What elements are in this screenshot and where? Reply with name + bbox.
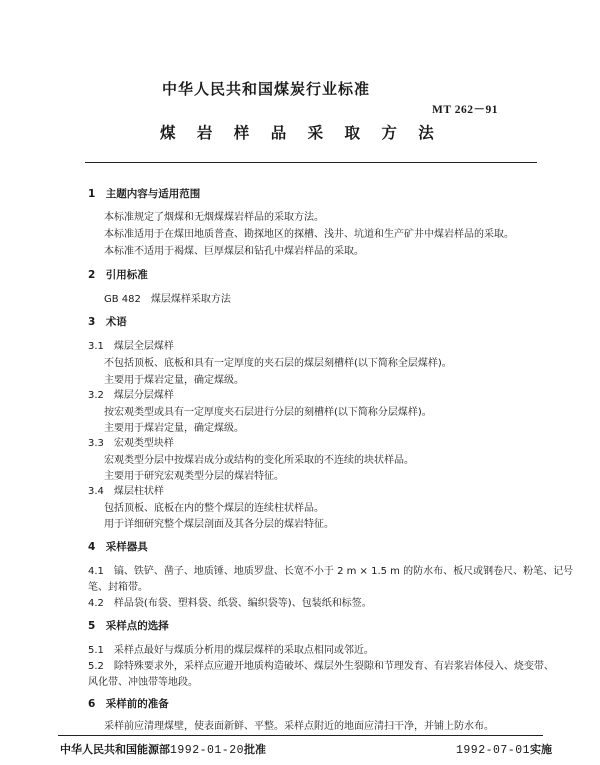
term-definition: 不包括顶板、底板和具有一定厚度的夹石层的煤层刻槽样(以下简称全层煤样)。 bbox=[104, 358, 452, 369]
section-6-heading: 6 采样前的准备 bbox=[88, 698, 169, 710]
term-definition: 宏观类型分层中按煤岩成分或结构的变化所采取的不连续的块状样品。 bbox=[104, 455, 414, 466]
term-3-1: 3.1 煤层全层煤样 bbox=[88, 341, 174, 352]
standard-number: MT 262－91 bbox=[432, 104, 498, 116]
section-3-heading: 3 术语 bbox=[88, 316, 127, 328]
issue-date: 1992-01-20 bbox=[170, 744, 245, 757]
footer-divider bbox=[58, 735, 543, 736]
section-4-heading: 4 采样器具 bbox=[88, 541, 148, 553]
section-5-heading: 5 采样点的选择 bbox=[88, 620, 169, 632]
item-5-1: 5.1 采样点最好与煤质分析用的煤层煤样的采取点相同或邻近。 bbox=[88, 645, 374, 656]
standard-category: 中华人民共和国煤炭行业标准 bbox=[162, 80, 371, 98]
section-1-heading: 1 主题内容与适用范围 bbox=[88, 188, 201, 200]
term-definition: 包括顶板、底板在内的整个煤层的连续柱状样品。 bbox=[104, 503, 324, 514]
reference-standard: GB 482 煤层煤样采取方法 bbox=[104, 294, 231, 305]
section-1-paragraph: 本标准适用于在煤田地质普查、勘探地区的探槽、浅井、坑道和生产矿井中煤岩样品的采取。 bbox=[104, 229, 514, 240]
effective-date: 1992-07-01 bbox=[456, 744, 531, 757]
item-5-2-continued: 风化带、冲蚀带等地段。 bbox=[88, 677, 198, 688]
item-4-1-continued: 笔、封箱带。 bbox=[88, 582, 148, 593]
section-1-paragraph: 本标准不适用于褐煤、巨厚煤层和钻孔中煤岩样品的采取。 bbox=[104, 246, 364, 257]
document-title: 煤 岩 样 品 采 取 方 法 bbox=[160, 124, 442, 142]
term-definition: 主要用于煤岩定量，确定煤级。 bbox=[104, 375, 244, 386]
term-3-4: 3.4 煤层柱状样 bbox=[88, 486, 164, 497]
effective-label: 实施 bbox=[530, 743, 553, 756]
term-3-3: 3.3 宏观类型块样 bbox=[88, 438, 174, 449]
term-3-2: 3.2 煤层分层煤样 bbox=[88, 390, 174, 401]
item-4-1: 4.1 镐、铁铲、凿子、地质锤、地质罗盘、长宽不小于 2 m × 1.5 m 的防水布、板尺或钢卷尺、粉笔、记号 bbox=[88, 566, 574, 577]
issue-label: 批准 bbox=[244, 743, 267, 756]
term-definition: 主要用于煤岩定量，确定煤级。 bbox=[104, 423, 244, 434]
section-6-paragraph: 采样前应清理煤壁，使表面新鲜、平整。采样点附近的地面应清扫干净，并铺上防水布。 bbox=[104, 721, 494, 732]
term-definition: 主要用于研究宏观类型分层的煤岩特征。 bbox=[104, 471, 284, 482]
header-divider bbox=[85, 162, 537, 163]
footer-effective bbox=[456, 741, 552, 757]
term-definition: 按宏观类型或具有一定厚度夹石层进行分层的刻槽样(以下简称分层煤样)。 bbox=[104, 407, 432, 418]
term-definition: 用于详细研究整个煤层剖面及其各分层的煤岩特征。 bbox=[104, 519, 334, 530]
section-1-paragraph: 本标准规定了烟煤和无烟煤煤岩样品的采取方法。 bbox=[104, 212, 324, 223]
issuing-authority: 中华人民共和国能源部 bbox=[60, 743, 170, 756]
item-5-2: 5.2 除特殊要求外，采样点应避开地质构造破坏、煤层外生裂隙和节理发育、有岩浆岩体侵入、烧变带、 bbox=[88, 661, 554, 672]
section-2-heading: 2 引用标准 bbox=[88, 269, 148, 281]
footer-approval bbox=[60, 741, 266, 757]
item-4-2: 4.2 样品袋(布袋、塑料袋、纸袋、编织袋等)、包装纸和标签。 bbox=[88, 598, 372, 609]
